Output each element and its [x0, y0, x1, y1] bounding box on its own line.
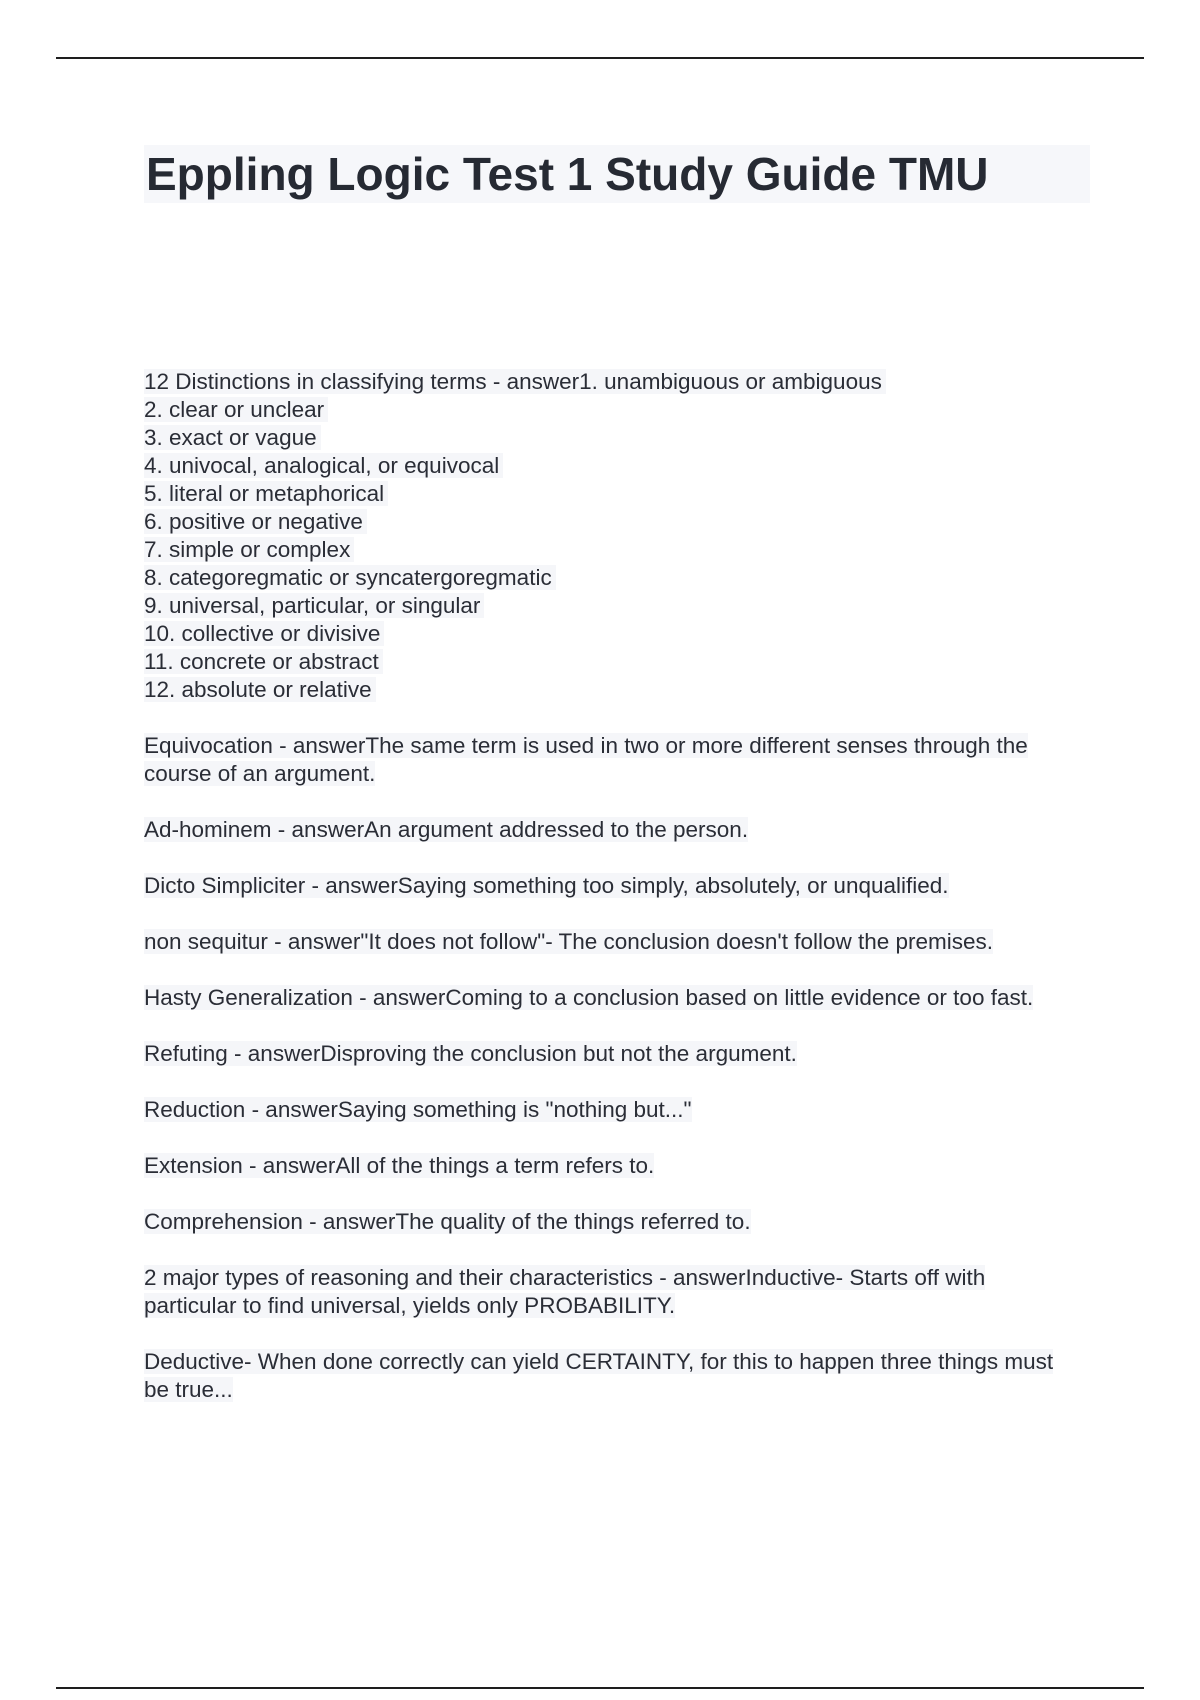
list-item: 11. concrete or abstract [144, 649, 383, 674]
entry-dicto-simpliciter [144, 872, 1074, 900]
list-item: 9. universal, particular, or singular [144, 593, 484, 618]
page-title: Eppling Logic Test 1 Study Guide TMU [146, 148, 989, 200]
distinctions-intro: 12 Distinctions in classifying terms - answer1. unambiguous or ambiguous [144, 369, 886, 394]
entry-reduction [144, 1096, 1074, 1124]
entry-text: Extension - answerAll of the things a term refers to. [144, 1153, 655, 1178]
entry-extension [144, 1152, 1074, 1180]
entry-equivocation [144, 732, 1074, 788]
list-item: 12. absolute or relative [144, 677, 376, 702]
list-item: 4. univocal, analogical, or equivocal [144, 453, 503, 478]
study-guide-content [144, 368, 1090, 1404]
entry-deductive [144, 1348, 1074, 1404]
title-block [144, 145, 1090, 203]
list-item: 8. categoregmatic or syncatergoregmatic [144, 565, 556, 590]
entry-reasoning-types [144, 1264, 1074, 1320]
entry-text: Comprehension - answerThe quality of the things referred to. [144, 1209, 751, 1234]
entry-hasty-generalization [144, 984, 1074, 1012]
list-item: 3. exact or vague [144, 425, 321, 450]
entry-text: Dicto Simpliciter - answerSaying something too simply, absolutely, or unqualified. [144, 873, 949, 898]
distinctions-entry [144, 368, 1090, 704]
list-item: 6. positive or negative [144, 509, 367, 534]
bottom-rule [56, 1687, 1144, 1689]
entry-text: Hasty Generalization - answerComing to a conclusion based on little evidence or too fast. [144, 985, 1034, 1010]
list-item: 7. simple or complex [144, 537, 354, 562]
entry-text: Refuting - answerDisproving the conclusion but not the argument. [144, 1041, 797, 1066]
entry-text: Reduction - answerSaying something is "nothing but..." [144, 1097, 692, 1122]
list-item: 2. clear or unclear [144, 397, 328, 422]
entry-non-sequitur [144, 928, 1074, 956]
entry-text: Equivocation - answerThe same term is used in two or more different senses through the course of an argument. [144, 733, 1028, 786]
entry-text: non sequitur - answer"It does not follow"- The conclusion doesn't follow the premises. [144, 929, 994, 954]
entry-ad-hominem [144, 816, 1074, 844]
list-item: 5. literal or metaphorical [144, 481, 388, 506]
entry-text: 2 major types of reasoning and their characteristics - answerInductive- Starts off with particular to find universal, yields only PROBABILITY. [144, 1265, 986, 1318]
list-item: 10. collective or divisive [144, 621, 384, 646]
top-rule [56, 57, 1144, 59]
entry-refuting [144, 1040, 1074, 1068]
entry-comprehension [144, 1208, 1074, 1236]
entry-text: Deductive- When done correctly can yield CERTAINTY, for this to happen three things must be true... [144, 1349, 1054, 1402]
entry-text: Ad-hominem - answerAn argument addressed to the person. [144, 817, 749, 842]
